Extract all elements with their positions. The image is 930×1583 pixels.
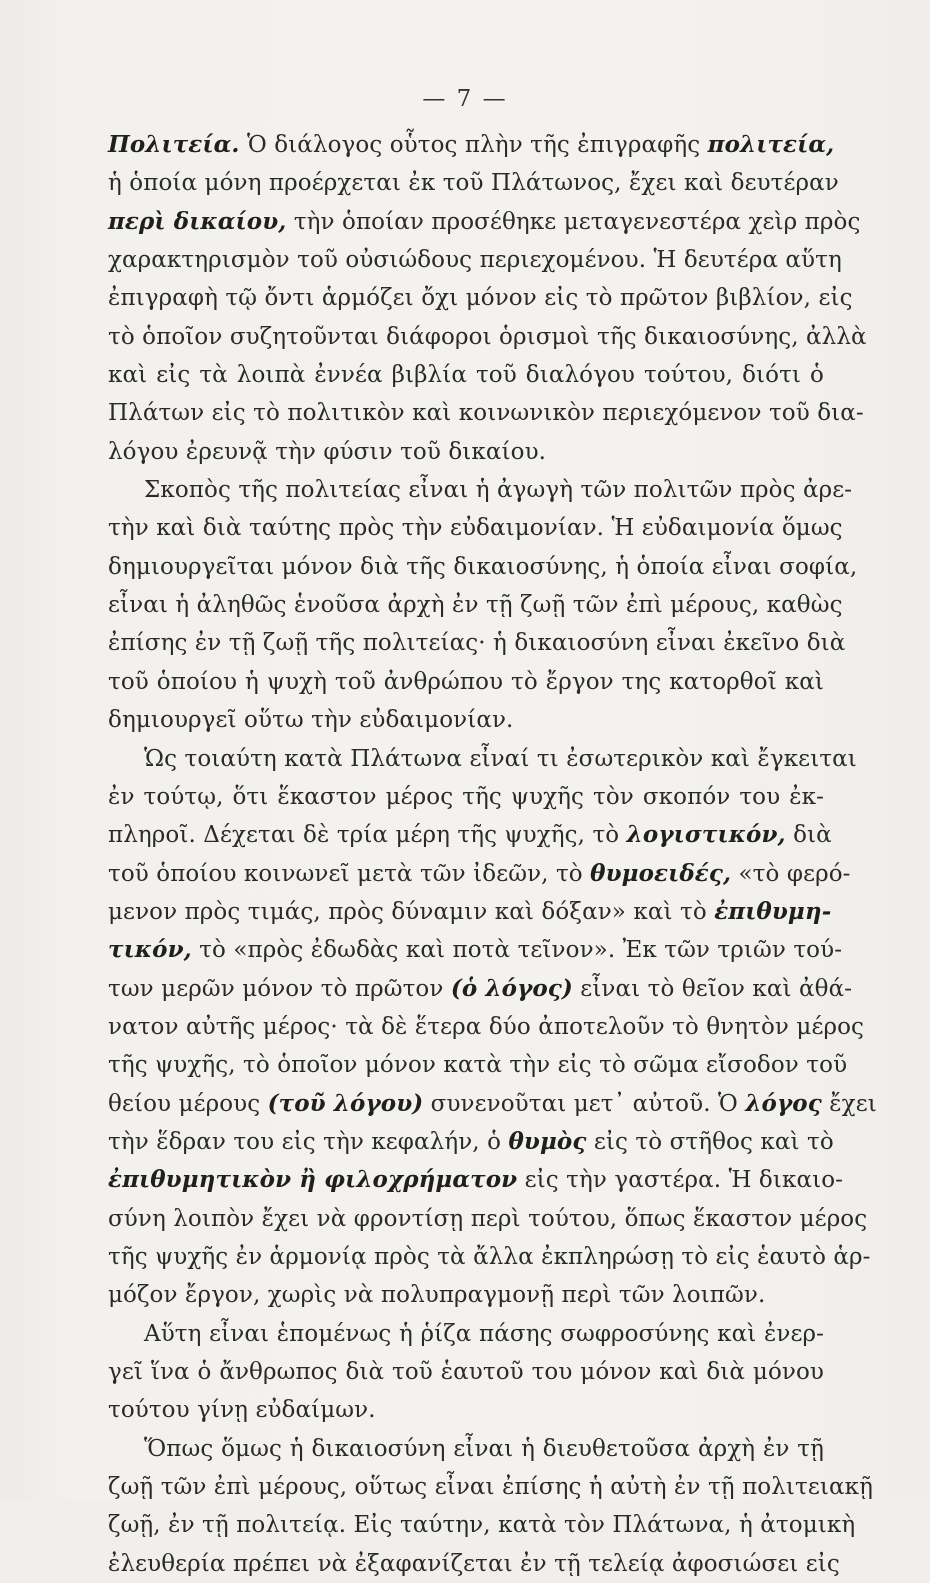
- body-text: [108, 126, 877, 1583]
- text-line: εἶναι ἡ ἀληθῶς ἑνοῦσα ἀρχὴ ἐν τῇ ζωῇ τῶν ἐπὶ μέρους, καθὼς: [108, 592, 843, 619]
- emphasized-term: ἐπιθυμη-: [714, 897, 832, 925]
- emphasized-term: λογιστικόν,: [626, 821, 786, 849]
- emphasized-term: λόγος: [745, 1089, 822, 1117]
- text-line: πληροῖ. Δέχεται δὲ τρία μέρη τῆς ψυχῆς, τὸ λογιστικόν, διὰ: [108, 821, 832, 849]
- emphasized-term: Πολιτεία.: [108, 131, 240, 158]
- text-line: τοῦ ὁποίου κοινωνεῖ μετὰ τῶν ἰδεῶν, τὸ θυμοειδές, «τὸ φερό-: [108, 859, 851, 887]
- emphasized-term: θυμὸς: [508, 1127, 587, 1155]
- text-line: μόζον ἔργον, χωρὶς νὰ πολυπραγμονῇ περὶ τῶν λοιπῶν.: [108, 1282, 766, 1309]
- emphasized-term: θυμοειδές,: [590, 859, 732, 887]
- emphasized-term: (ὁ λόγος): [450, 974, 573, 1002]
- text-line: μενον πρὸς τιμάς, πρὸς δύναμιν καὶ δόξαν» καὶ τὸ ἐπιθυμη-: [108, 897, 832, 925]
- page-number: — 7 —: [422, 86, 508, 112]
- text-line: Ὅπως ὅμως ἡ δικαιοσύνη εἶναι ἡ διευθετοῦσα ἀρχὴ ἐν τῇ: [144, 1435, 824, 1462]
- text-line: Πολιτεία. Ὁ διάλογος οὗτος πλὴν τῆς ἐπιγραφῆς πολιτεία,: [108, 131, 835, 158]
- text-line: νατον αὐτῆς μέρος· τὰ δὲ ἕτερα δύο ἀποτελοῦν τὸ θνητὸν μέρος: [108, 1013, 865, 1040]
- text-line: περὶ δικαίου, τὴν ὁποίαν προσέθηκε μεταγενεστέρα χεὶρ πρὸς: [108, 207, 861, 235]
- text-line: λόγου ἐρευνᾷ τὴν φύσιν τοῦ δικαίου.: [108, 438, 547, 465]
- text-line: τὸ ὁποῖον συζητοῦνται διάφοροι ὁρισμοὶ τῆς δικαιοσύνης, ἀλλὰ: [108, 323, 867, 350]
- text-line: ἐπίσης ἐν τῇ ζωῇ τῆς πολιτείας· ἡ δικαιοσύνη εἶναι ἐκεῖνο διὰ: [108, 630, 846, 657]
- text-line: καὶ εἰς τὰ λοιπὰ ἐννέα βιβλία τοῦ διαλόγου τούτου, διότι ὁ: [108, 362, 824, 389]
- text-line: δημιουργεῖται μόνον διὰ τῆς δικαιοσύνης, ἡ ὁποία εἶναι σοφία,: [108, 553, 858, 580]
- emphasized-term: ἐπιθυμητικὸν ἢ φιλοχρήματον: [108, 1166, 518, 1194]
- text-line: τοῦ ὁποίου ἡ ψυχὴ τοῦ ἀνθρώπου τὸ ἔργον της κατορθοῖ καὶ: [108, 668, 824, 695]
- text-line: ἐπιγραφὴ τῷ ὄντι ἁρμόζει ὄχι μόνον εἰς τὸ πρῶτον βιβλίον, εἰς: [108, 285, 853, 312]
- text-line: Πλάτων εἰς τὸ πολιτικὸν καὶ κοινωνικὸν περιεχόμενον τοῦ δια-: [108, 400, 864, 427]
- text-line: γεῖ ἵνα ὁ ἄνθρωπος διὰ τοῦ ἑαυτοῦ του μόνον καὶ διὰ μόνου: [108, 1359, 824, 1385]
- text-line: τὴν καὶ διὰ ταύτης πρὸς τὴν εὐδαιμονίαν. Ἡ εὐδαιμονία ὅμως: [108, 515, 843, 542]
- text-line: ἐν τούτῳ, ὅτι ἕκαστον μέρος τῆς ψυχῆς τὸν σκοπόν του ἐκ-: [108, 783, 824, 810]
- emphasized-term: περὶ δικαίου,: [108, 207, 287, 235]
- text-line: τὴν ἕδραν του εἰς τὴν κεφαλήν, ὁ θυμὸς εἰς τὸ στῆθος καὶ τὸ: [108, 1127, 834, 1155]
- text-line: δημιουργεῖ οὕτω τὴν εὐδαιμονίαν.: [108, 707, 514, 734]
- text-line: των μερῶν μόνον τὸ πρῶτον (ὁ λόγος) εἶναι τὸ θεῖον καὶ ἀθά-: [108, 974, 853, 1002]
- text-line: ζωῇ τῶν ἐπὶ μέρους, οὕτως εἶναι ἐπίσης ἡ αὐτὴ ἐν τῇ πολιτειακῇ: [108, 1474, 873, 1501]
- text-line: τῆς ψυχῆς, τὸ ὁποῖον μόνον κατὰ τὴν εἰς τὸ σῶμα εἴσοδον τοῦ: [108, 1052, 848, 1079]
- emphasized-term: πολιτεία,: [707, 131, 835, 158]
- text-line: Ὡς τοιαύτη κατὰ Πλάτωνα εἶναί τι ἐσωτερικὸν καὶ ἔγκειται: [144, 745, 857, 772]
- text-line: Σκοπὸς τῆς πολιτείας εἶναι ἡ ἀγωγὴ τῶν πολιτῶν πρὸς ἀρε-: [144, 477, 853, 504]
- emphasized-term: (τοῦ λόγου): [267, 1089, 424, 1117]
- text-line: σύνη λοιπὸν ἔχει νὰ φροντίσῃ περὶ τούτου, ὅπως ἕκαστον μέρος: [108, 1205, 868, 1232]
- text-line: ἐλευθερία πρέπει νὰ ἐξαφανίζεται ἐν τῇ τελείᾳ ἀφοσιώσει εἰς: [108, 1550, 840, 1577]
- text-line: χαρακτηρισμὸν τοῦ οὐσιώδους περιεχομένου. Ἡ δευτέρα αὕτη: [108, 247, 842, 274]
- text-line: θείου μέρους (τοῦ λόγου) συνενοῦται μετ᾽ αὐτοῦ. Ὁ λόγος ἔχει: [108, 1089, 877, 1117]
- text-line: τικόν, τὸ «πρὸς ἐδωδὰς καὶ ποτὰ τεῖνον». Ἐκ τῶν τριῶν τού-: [108, 936, 843, 964]
- text-line: ζωῇ, ἐν τῇ πολιτείᾳ. Εἰς ταύτην, κατὰ τὸν Πλάτωνα, ἡ ἀτομικὴ: [108, 1512, 856, 1539]
- text-line: ἐπιθυμητικὸν ἢ φιλοχρήματον εἰς τὴν γαστέρα. Ἡ δικαιο-: [108, 1166, 844, 1194]
- text-line: ἡ ὁποία μόνη προέρχεται ἐκ τοῦ Πλάτωνος, ἔχει καὶ δευτέραν: [108, 170, 839, 197]
- text-line: Αὕτη εἶναι ἑπομένως ἡ ῥίζα πάσης σωφροσύνης καὶ ἐνερ-: [144, 1320, 824, 1347]
- text-line: τῆς ψυχῆς ἐν ἁρμονίᾳ πρὸς τὰ ἄλλα ἐκπληρώσῃ τὸ εἰς ἑαυτὸ ἁρ-: [108, 1243, 871, 1270]
- emphasized-term: τικόν,: [108, 936, 192, 964]
- text-line: τούτου γίνῃ εὐδαίμων.: [108, 1397, 376, 1424]
